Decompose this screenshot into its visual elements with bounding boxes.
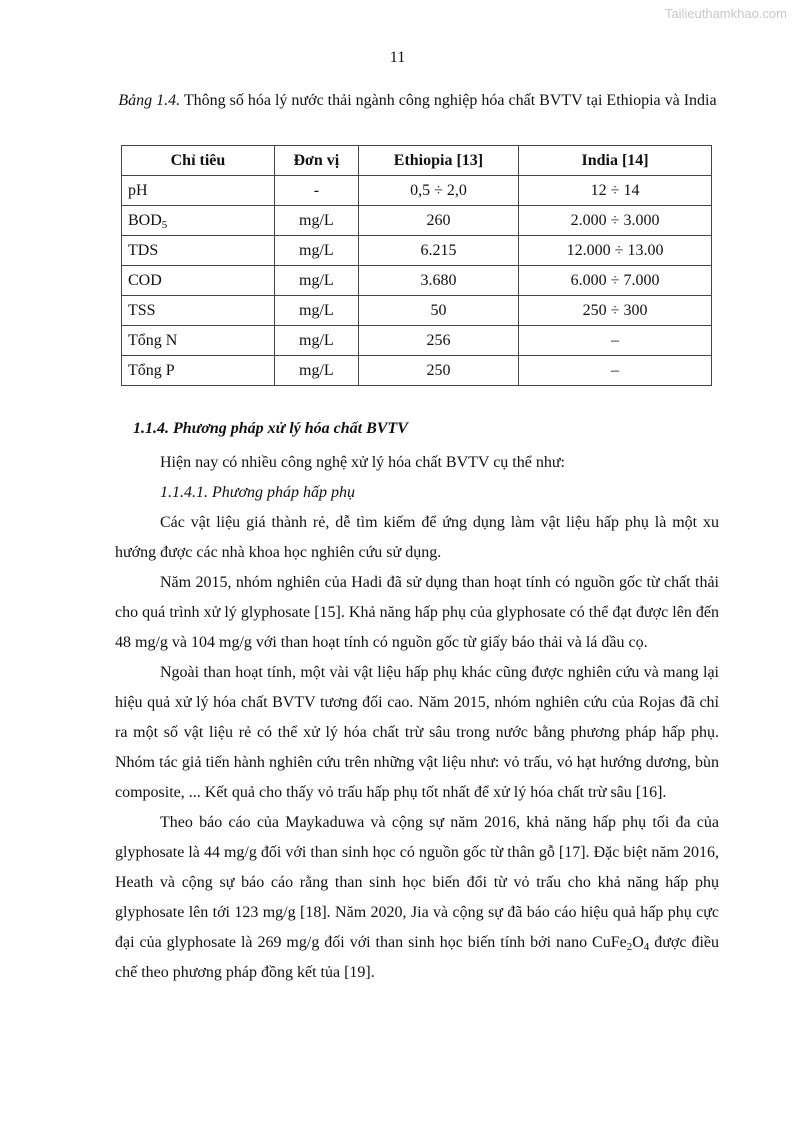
cell-ethiopia: 3.680	[358, 266, 518, 296]
header-india: India [14]	[519, 146, 712, 176]
cell-unit: -	[274, 176, 358, 206]
paragraph-last: Theo báo cáo của Maykaduwa và cộng sự năm 2016, khả năng hấp phụ tối đa của glyphosate là 44 mg/g đối với than sinh học có nguồn gốc từ thân gỗ [17]. Đặc biệt năm 2016, Heath và cộng sự báo cáo rằng than sinh học biến đổi từ vỏ trấu cho khả năng hấp phụ glyphosate lên tới 123 mg/g [18]. Năm 2020, Jia và cộng sự đã báo cáo hiệu quả hấp phụ cực đại của glyphosate là 269 mg/g đối với than sinh học biến tính bởi nano $CuFe_2O_4$ được điều chế theo phương pháp đồng kết tủa [19].	[115, 814, 720, 981]
paragraph: Ngoài than hoạt tính, một vài vật liệu hấp phụ khác cũng được nghiên cứu và mang lại hiệu quả xử lý hóa chất BVTV tương đối cao. Năm 2015, nhóm nghiên cứu của Rojas đã chỉ ra một số vật liệu rẻ có thể xử lý hóa chất trừ sâu trong nước bằng phương pháp hấp phụ. Nhóm tác giả tiến hành nghiên cứu trên những vật liệu như: vỏ trấu, vỏ hạt hướng dương, bùn composite, ... Kết quả cho thấy vỏ trấu hấp phụ tốt nhất để xử lý hóa chất trừ sâu [16].	[115, 664, 719, 801]
cell-ethiopia: 250	[358, 356, 518, 386]
cell-unit: mg/L	[274, 266, 358, 296]
table-caption-text: Thông số hóa lý nước thải ngành công nghiệp hóa chất BVTV tại Ethiopia và India	[180, 92, 717, 109]
paragraph: Năm 2015, nhóm nghiên của Hadi đã sử dụng than hoạt tính có nguồn gốc từ chất thải cho quá trình xử lý glyphosate [15]. Khả năng hấp phụ của glyphosate có thể đạt được lên đến 48 mg/g và 104 mg/g với than hoạt tính có nguồn gốc từ giấy báo thải và lá dầu cọ.	[115, 574, 719, 651]
cell-indicator: TDS	[122, 236, 275, 266]
subsection-heading: 1.1.4.1. Phương pháp hấp phụ	[160, 484, 356, 501]
table-row	[122, 236, 712, 266]
cell-unit: mg/L	[274, 206, 358, 236]
cell-ethiopia: 256	[358, 326, 518, 356]
cell-ethiopia: 260	[358, 206, 518, 236]
cell-indicator: Tổng P	[122, 356, 275, 386]
cell-india: 12.000 ÷ 13.00	[519, 236, 712, 266]
cell-india: 250 ÷ 300	[519, 296, 712, 326]
intro-paragraph: Hiện nay có nhiều công nghệ xử lý hóa chất BVTV cụ thể như:	[160, 454, 565, 471]
cell-indicator: $BOD_5$	[122, 206, 275, 236]
body-text	[115, 448, 719, 988]
cell-india: 6.000 ÷ 7.000	[519, 266, 712, 296]
header-indicator: Chỉ tiêu	[122, 146, 275, 176]
table-caption	[100, 86, 735, 116]
cell-ethiopia: 0,5 ÷ 2,0	[358, 176, 518, 206]
header-ethiopia: Ethiopia [13]	[358, 146, 518, 176]
cell-ethiopia: 6.215	[358, 236, 518, 266]
table-header-row	[122, 146, 712, 176]
watermark: Tailieuthamkhao.com	[664, 6, 787, 21]
cell-indicator: TSS	[122, 296, 275, 326]
section-heading: 1.1.4. Phương pháp xử lý hóa chất BVTV	[133, 420, 408, 437]
table-row	[122, 266, 712, 296]
cell-india: 2.000 ÷ 3.000	[519, 206, 712, 236]
cell-india: –	[519, 356, 712, 386]
cell-india: –	[519, 326, 712, 356]
table-row	[122, 326, 712, 356]
cell-indicator: pH	[122, 176, 275, 206]
cell-indicator: Tổng N	[122, 326, 275, 356]
cell-unit: mg/L	[274, 326, 358, 356]
table-row	[122, 176, 712, 206]
table-caption-label: Bảng 1.4.	[118, 92, 181, 109]
parameters-table	[121, 145, 712, 386]
page-number: 11	[389, 49, 406, 66]
cell-ethiopia: 50	[358, 296, 518, 326]
cell-indicator: COD	[122, 266, 275, 296]
table-row	[122, 296, 712, 326]
cell-unit: mg/L	[274, 356, 358, 386]
paragraph: Các vật liệu giá thành rẻ, dễ tìm kiếm để ứng dụng làm vật liệu hấp phụ là một xu hướng được các nhà khoa học nghiên cứu sử dụng.	[115, 514, 719, 561]
table-row	[122, 356, 712, 386]
cell-unit: mg/L	[274, 296, 358, 326]
cell-unit: mg/L	[274, 236, 358, 266]
table-row	[122, 206, 712, 236]
cell-india: 12 ÷ 14	[519, 176, 712, 206]
header-unit: Đơn vị	[274, 146, 358, 176]
